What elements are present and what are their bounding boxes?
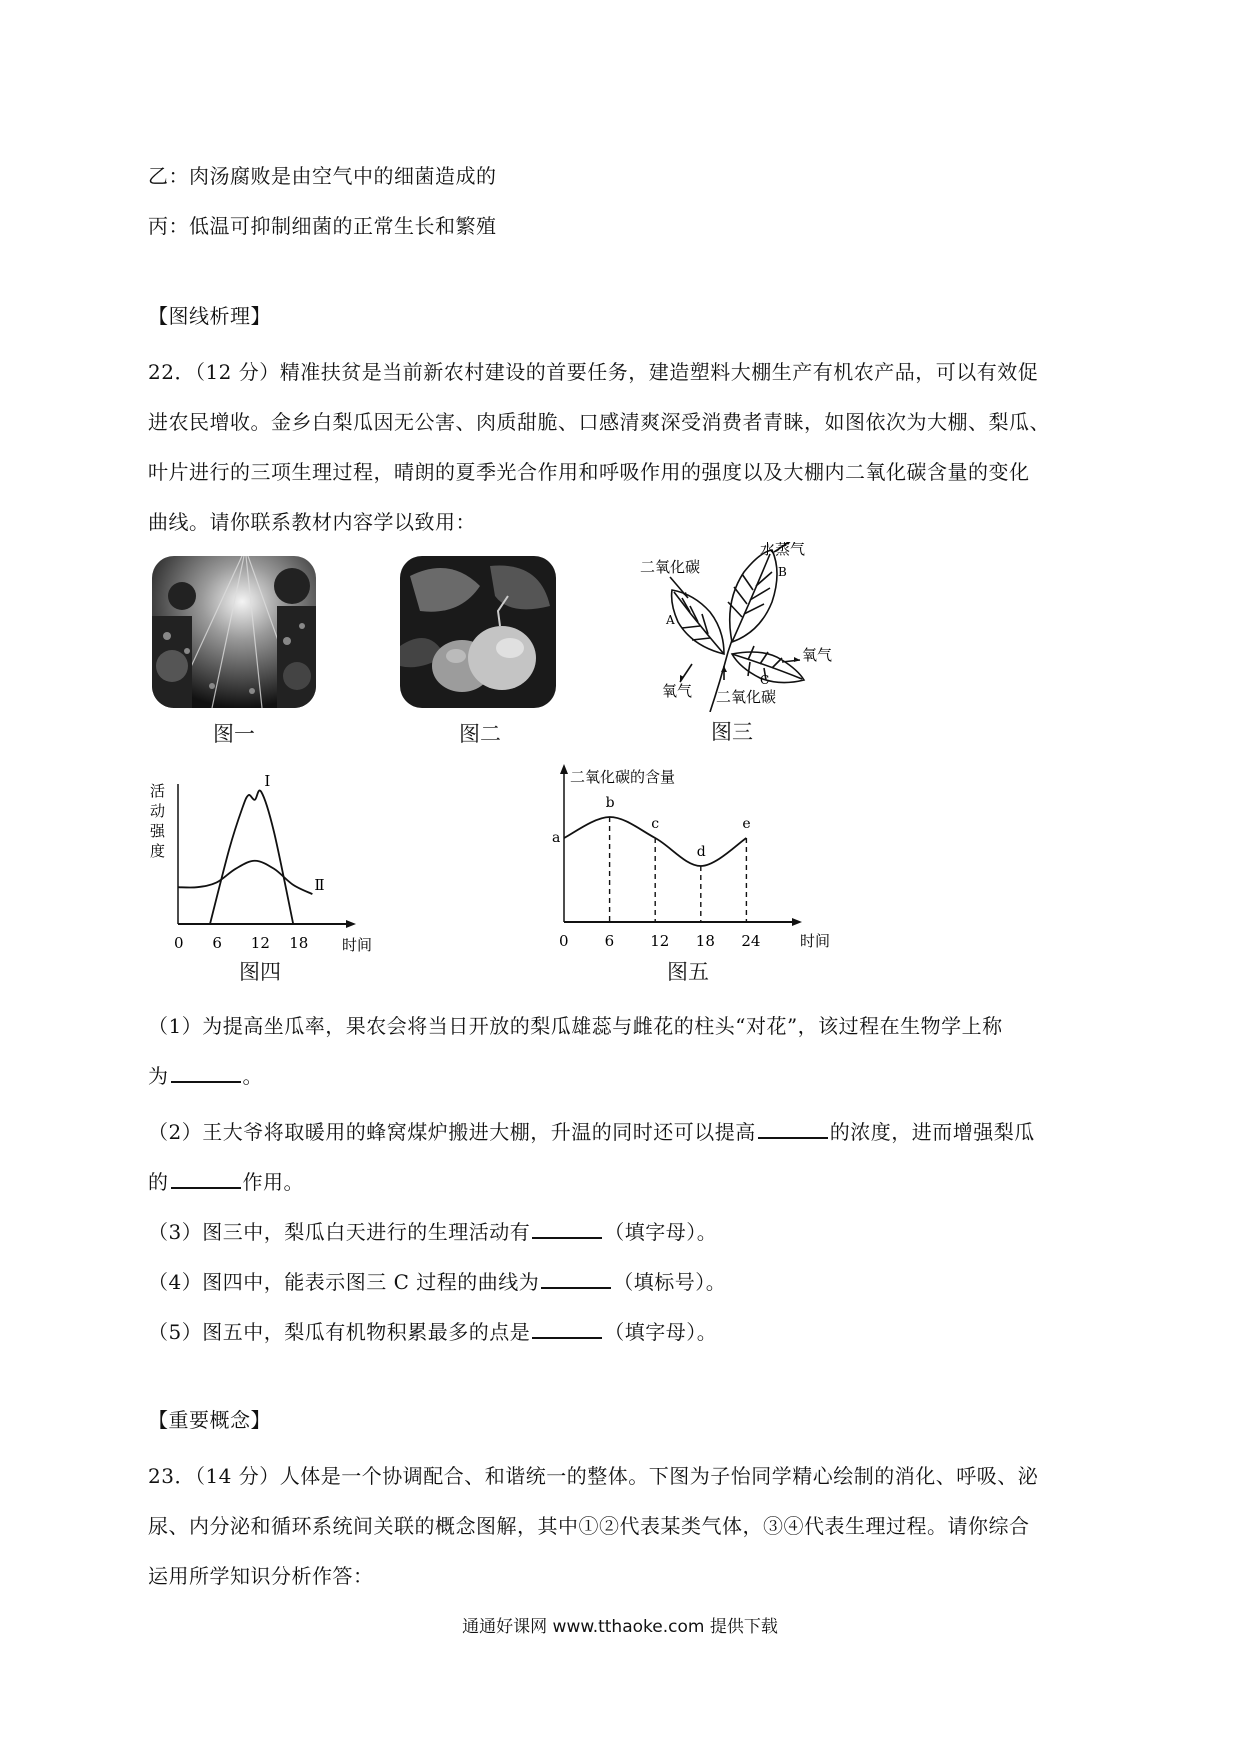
answer-blank-1[interactable] [171,1063,241,1083]
q23-line-2: 尿、内分泌和循环系统间关联的概念图解，其中①②代表某类气体，③④代表生理过程。请你综合 [148,1514,1030,1538]
q23-line-1: 23．（14 分）人体是一个协调配合、和谐统一的整体。下图为子怡同学精心绘制的消化、呼吸、泌 [148,1464,1039,1488]
answer-blank-6[interactable] [532,1319,602,1339]
figure-4-activity-chart [150,764,382,954]
q22-sub4-suffix: （填标号）。 [613,1270,727,1294]
q22-sub3-suffix: （填字母）。 [604,1220,718,1244]
figure-2-melon-photo [400,556,556,708]
series-line-1 [210,790,293,924]
answer-blank-3[interactable] [171,1169,241,1189]
x-tick-label: 0 [174,934,184,952]
point-label: d [696,844,706,860]
x-axis-arrow [792,918,802,926]
q22-sub2-b-suffix: 作用。 [242,1170,304,1194]
q22-line-2: 进农民增收。金乡白梨瓜因无公害、肉质甜脆、口感清爽深受消费者青睐，如图依次为大棚、梨瓜、 [148,410,1050,434]
fig3-label-water-vapor: 水蒸气 [760,542,806,558]
q22-sub5 [148,1316,717,1345]
point-label: a [552,830,561,846]
y-axis-label-char: 活 [150,782,166,800]
section-heading-important-concepts: 【重要概念】 [148,1408,271,1432]
figure-5-caption: 图五 [667,960,709,984]
figure-3-caption: 图三 [711,720,753,744]
answer-blank-4[interactable] [532,1219,602,1239]
fig3-label-c: C [760,673,770,687]
q22-sub1-line-b [148,1060,263,1089]
answer-blank-2[interactable] [758,1119,828,1139]
answer-blank-5[interactable] [541,1269,611,1289]
x-tick-label: 12 [650,932,670,950]
x-axis-label: 时间 [342,936,373,954]
q22-sub4-prefix: （4）图四中，能表示图三 C 过程的曲线为 [148,1270,540,1294]
x-axis-arrow [346,920,356,928]
section-heading-graph-analysis: 【图线析理】 [148,304,271,328]
intro-line-yi: 乙：肉汤腐败是由空气中的细菌造成的 [148,164,497,188]
x-tick-label: 24 [741,932,761,950]
q23-line-3: 运用所学知识分析作答： [148,1564,374,1588]
q22-sub1-line-a: （1）为提高坐瓜率，果农会将当日开放的梨瓜雄蕊与雌花的柱头“对花”，该过程在生物学上称 [148,1014,1003,1038]
figure-1-caption: 图一 [213,722,255,746]
q22-sub4 [148,1266,726,1295]
point-label: c [651,816,660,832]
q22-sub2-prefix: （2）王大爷将取暖用的蜂窝煤炉搬进大棚，升温的同时还可以提高 [148,1120,756,1144]
fig3-label-oxygen-left: 氧气 [662,682,693,700]
series-line-2 [178,861,312,894]
point-label: e [742,816,751,832]
q22-sub2-b-prefix: 的 [148,1170,169,1194]
fig3-label-co2-top: 二氧化碳 [640,558,701,576]
x-tick-label: 0 [559,932,569,950]
series-label-1: Ⅰ [264,772,271,790]
series-label-2: Ⅱ [314,876,325,895]
fig3-label-oxygen-right: 氧气 [802,646,832,664]
q22-sub5-suffix: （填字母）。 [604,1320,718,1344]
q22-line-1: 22．（12 分）精准扶贫是当前新农村建设的首要任务，建造塑料大棚生产有机农产品，可以有效促 [148,360,1039,384]
y-axis-label-char: 动 [150,802,166,820]
y-axis-label-char: 度 [150,842,166,860]
q22-sub3 [148,1216,717,1245]
y-axis-label: 二氧化碳的含量 [570,768,676,786]
figure-1-greenhouse-photo [152,556,316,708]
footer-download-notice: 通通好课网 www.tthaoke.com 提供下载 [462,1617,778,1637]
fig3-label-b: B [778,565,787,579]
q22-sub3-prefix: （3）图三中，梨瓜白天进行的生理活动有 [148,1220,531,1244]
x-tick-label: 18 [289,934,309,952]
fig3-label-co2-bottom: 二氧化碳 [716,688,777,706]
q22-sub5-prefix: （5）图五中，梨瓜有机物积累最多的点是 [148,1320,531,1344]
q22-line-3: 叶片进行的三项生理过程，晴朗的夏季光合作用和呼吸作用的强度以及大棚内二氧化碳含量的变化 [148,460,1030,484]
x-tick-label: 6 [604,932,615,950]
q22-line-4: 曲线。请你联系教材内容学以致用： [148,510,476,534]
figure-4-caption: 图四 [239,960,281,984]
x-tick-label: 12 [250,934,270,952]
q22-sub2-middle: 的浓度，进而增强梨瓜 [829,1120,1035,1144]
point-label: b [605,795,615,811]
figure-2-caption: 图二 [459,722,501,746]
q22-sub2-line-b [148,1166,304,1195]
figure-5-co2-chart [550,760,834,956]
x-axis-label: 时间 [800,932,831,950]
fig3-label-a: A [666,613,675,627]
y-axis-label-char: 强 [150,822,166,840]
intro-line-bing: 丙：低温可抑制细菌的正常生长和繁殖 [148,214,497,238]
y-axis-arrow [560,764,568,774]
x-tick-label: 6 [212,934,222,952]
q22-sub2-line-a [148,1116,1035,1145]
figure-3-leaf-diagram [632,542,832,712]
q22-sub1-suffix: 。 [242,1064,263,1088]
x-tick-label: 18 [695,932,715,950]
q22-sub1-prefix: 为 [148,1064,169,1088]
